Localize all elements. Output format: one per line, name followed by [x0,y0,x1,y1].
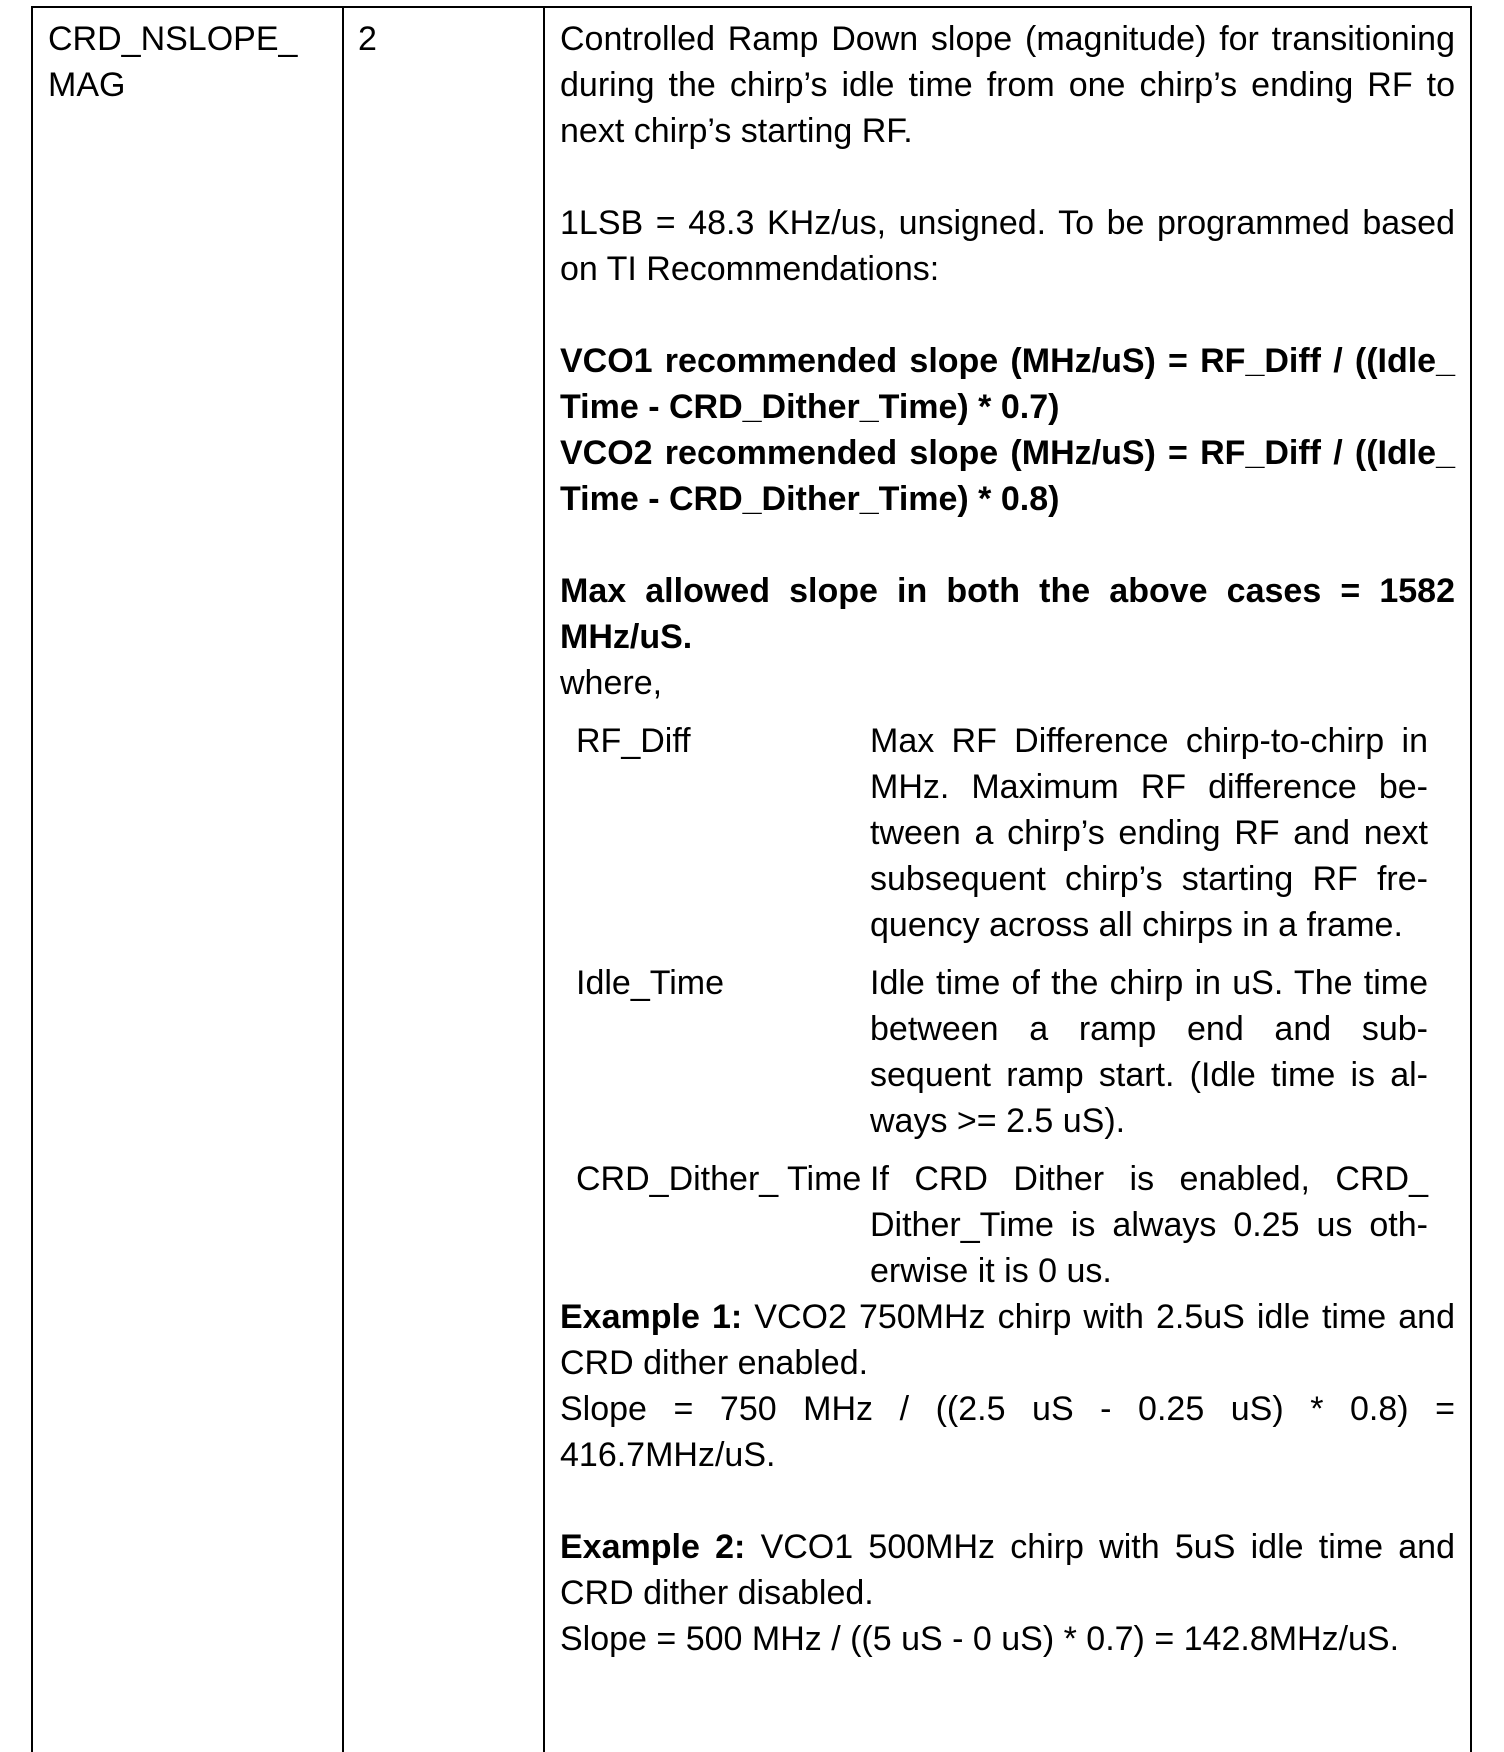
description-intro: Controlled Ramp Down slope (magnitude) for transitioning during the chirp’s idle time from one chirp’s ending RF to next chirp’s starting RF. [560,20,1455,150]
definition-term: CRD_Dither_ Time [576,1160,862,1198]
vco1-formula: VCO1 recommended slope (MHz/uS) = RF_Diff / ((Idle_ Time - CRD_Dither_Time) * 0.7) [560,342,1455,426]
definition-item [560,1156,1455,1294]
example-2-calc: Slope = 500 MHz / ((5 uS - 0 uS) * 0.7) = 142.8MHz/uS. [560,1620,1400,1658]
field-name: CRD_NSLOPE_ MAG [48,20,298,104]
example-2-label: Example 2: [560,1528,746,1566]
example-1-calc: Slope = 750 MHz / ((2.5 uS - 0.25 uS) * 0.8) = 416.7MHz/uS. [560,1390,1455,1474]
example-1 [560,1294,1455,1386]
definition-term: RF_Diff [576,722,691,760]
definition-term: Idle_Time [576,964,725,1002]
example-1-text: VCO2 750MHz chirp with 2.5uS idle time and CRD dither enabled. [560,1298,1455,1382]
column-divider-2 [543,6,545,1752]
definitions-list [560,718,1455,1294]
table-left-border [31,6,33,1752]
column-divider-1 [342,6,344,1752]
lsb-text: 1LSB = 48.3 KHz/us, unsigned. To be programmed based on TI Recommendations: [560,204,1455,288]
vco2-formula: VCO2 recommended slope (MHz/uS) = RF_Diff / ((Idle_ Time - CRD_Dither_Time) * 0.8) [560,434,1455,518]
definition-text: Idle time of the chirp in uS. The time between a ramp end and subsequent ramp start. (Idle time is always >= 2.5 uS). [870,964,1428,1140]
max-slope-text: Max allowed slope in both the above cases = 1582 MHz/uS. [560,572,1455,656]
where-text: where, [560,664,663,702]
definition-item [560,718,1455,948]
example-1-label: Example 1: [560,1298,743,1336]
field-name-cell [48,16,328,108]
field-size: 2 [358,20,377,58]
example-2-text: VCO1 500MHz chirp with 5uS idle time and CRD dither disabled. [560,1528,1455,1612]
definition-text: If CRD Dither is enabled, CRD_ Dither_Time is always 0.25 us otherwise it is 0 us. [870,1160,1428,1290]
field-size-cell [358,16,377,62]
description-cell [560,16,1455,1662]
definition-item [560,960,1455,1144]
table-top-border [31,6,1472,8]
table-right-border [1470,6,1472,1752]
example-2 [560,1524,1455,1616]
definition-text: Max RF Difference chirp-to-chirp in MHz. Maximum RF difference between a chirp’s ending RF and next subsequent chirp’s starting RF frequency across all chirps in a frame. [870,722,1428,944]
